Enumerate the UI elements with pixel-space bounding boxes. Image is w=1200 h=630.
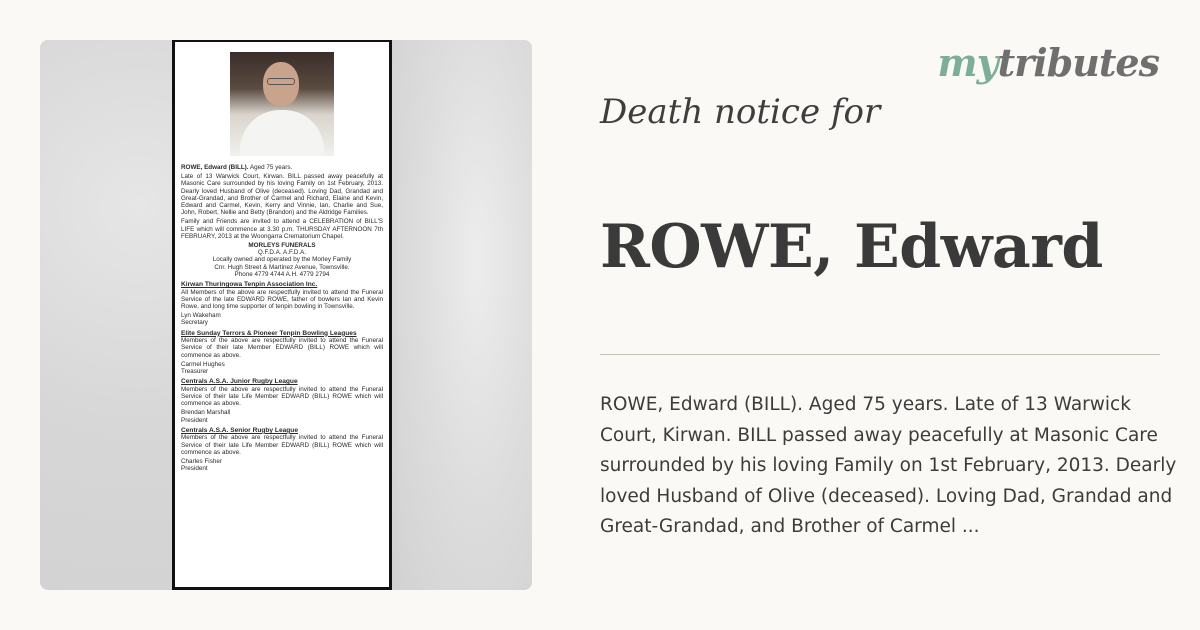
tribute-section [181,427,383,473]
section-heading: Elite Sunday Terrors & Pioneer Tenpin Bowling Leagues [181,329,357,337]
notice-service: Family and Friends are invited to attend a CELEBRATION of BILL'S LIFE which will commence at 3.30 p.m. THURSDAY AFTERNOON 7th FEBRUARY, 2013 at the Woongarra Crematorium Chapel. [181,218,383,240]
tribute-section [181,281,383,327]
section-heading: Centrals A.S.A. Senior Rugby League [181,426,299,434]
mytributes-logo[interactable] [937,40,1159,85]
section-title: President [181,465,208,473]
section-body: Members of the above are respectfully invited to attend the Funeral Service of their late Life Member EDWARD (BILL) ROWE which will commence as above. [181,434,383,456]
section-title: President [181,416,208,424]
image-background [397,40,532,590]
section-signer: Lyn Wakeham [181,312,221,320]
funeral-home-line: Locally owned and operated by the Morley Family [212,256,352,264]
notice-age: Aged 75 years. [248,164,293,171]
logo-my: my [937,40,998,85]
section-body: Members of the above are respectfully invited to attend the Funeral Service of their late Life Member EDWARD (BILL) ROWE which will commence as above. [181,385,383,408]
section-body: All Members of the above are respectfully invited to attend the Funeral Service of the late EDWARD ROWE, father of bowlers Ian and Kevin Rowe, and long time supporter of tenpin bowling in Townsville. [181,288,383,311]
funeral-home-line: Cnr. Hugh Street & Martinez Avenue, Townsville. [214,263,350,271]
section-signer: Brendan Marshall [181,409,231,417]
notice-excerpt: ROWE, Edward (BILL). Aged 75 years. Late of 13 Warwick Court, Kirwan. BILL passed away peacefully at Masonic Care surrounded by his loving Family on 1st February, 2013. Dearly loved Husband of Olive (deceased). Loving Dad, Grandad and Great-Grandad, and Brother of Carmel ... [600,394,1177,537]
funeral-home-name: MORLEYS FUNERALS [248,242,316,250]
tribute-section [181,330,383,376]
notice-body: Late of 13 Warwick Court, Kirwan. BILL passed away peacefully at Masonic Care surrounded by his loving Family on 1st February, 2013. Dearly loved Husband of Olive (deceased). Loving Dad, Grandad and Great-Grandad, and Brother of Carmel and Richard, Elaine and Kevin, Edward and Carmel, Kevin, Kerry and Vinnie, Ian, Charlie and Sue, John, Robert, Nellie and Betty (Brandon) and the Aldridge Families. [181,173,383,217]
notice-name: ROWE, Edward (BILL). [181,164,249,171]
notice-image [40,40,532,590]
section-heading: Kirwan Thuringowa Tenpin Association Inc. [181,281,318,289]
page-kicker: Death notice for [600,92,881,132]
logo-tributes: tributes [997,40,1159,85]
section-body: Members of the above are respectfully invited to attend the Funeral Service of their late Member EDWARD (BILL) ROWE which will commence as above. [181,337,383,359]
notice-heading [181,164,383,171]
funeral-home-line: Phone 4779 4744 A.H. 4779 2794 [234,270,330,278]
section-signer: Charles Fisher [181,458,222,466]
portrait-photo [230,52,334,156]
section-title: Treasurer [181,368,209,376]
divider [600,354,1160,355]
section-signer: Carmel Hughes [181,360,225,368]
funeral-home-line: Q.F.D.A. A.F.D.A. [257,249,307,257]
page-title: ROWE, Edward [600,212,1103,282]
section-title: Secretary [181,319,208,327]
section-heading: Centrals A.S.A. Junior Rugby League [181,378,298,386]
tribute-section [181,378,383,424]
newspaper-clipping [172,40,392,590]
